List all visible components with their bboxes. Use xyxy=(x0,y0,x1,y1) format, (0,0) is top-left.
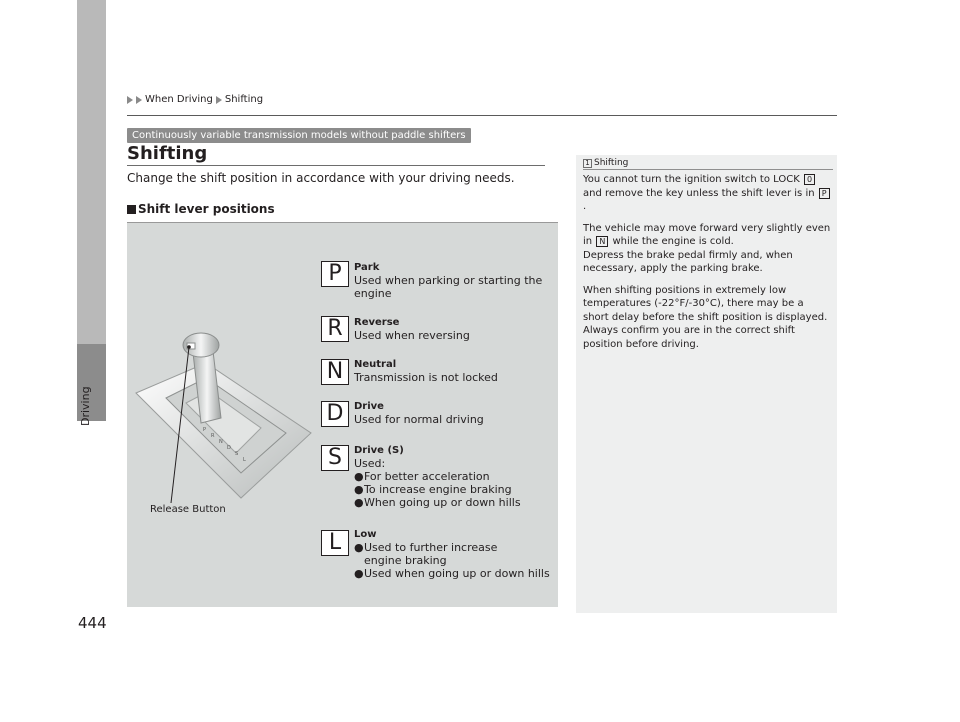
bullet-text: When going up or down hills xyxy=(364,496,521,509)
section-heading xyxy=(127,202,275,216)
bullet-text: To increase engine braking xyxy=(364,483,512,496)
note-paragraph: When shifting positions in extremely low temperatures (-22°F/-30°C), there may be a short delay before the shift position is displayed. Always confirm you are in the correct shift position before driving. xyxy=(583,284,828,350)
chapter-tab-top xyxy=(77,0,106,344)
breadcrumb-arrow-icon xyxy=(216,96,222,104)
bullet-dot-icon: ● xyxy=(354,496,364,509)
note-divider xyxy=(583,169,833,170)
bullet-text: For better acceleration xyxy=(364,470,490,483)
position-line: Used: xyxy=(354,457,386,470)
note-heading xyxy=(583,158,628,168)
note-text: and remove the key unless the shift lever is in xyxy=(583,187,815,199)
bullet-dot-icon: ● xyxy=(354,470,364,483)
position-letter: P xyxy=(321,261,349,287)
svg-text:L: L xyxy=(243,457,246,463)
position-line: Used when parking or starting the xyxy=(354,274,543,287)
position-desc xyxy=(354,528,554,580)
position-desc xyxy=(354,316,470,342)
key-symbol: P xyxy=(819,188,830,199)
note-marker-icon: 1 xyxy=(583,159,592,168)
position-name: Reverse xyxy=(354,317,400,328)
position-name: Park xyxy=(354,262,380,273)
position-desc xyxy=(354,400,484,426)
svg-text:N: N xyxy=(219,439,223,445)
position-letter: D xyxy=(321,401,349,427)
position-desc xyxy=(354,261,542,300)
bullet-text: Used when going up or down hills xyxy=(364,567,550,580)
page-number: 444 xyxy=(78,614,107,632)
position-name: Neutral xyxy=(354,359,397,370)
bullet-item xyxy=(354,470,521,483)
bullet-dot-icon: ● xyxy=(354,567,364,580)
bullet-text: Used to further increase engine braking xyxy=(364,541,498,567)
svg-text:D: D xyxy=(227,445,231,451)
svg-text:R: R xyxy=(211,433,215,439)
key-symbol: N xyxy=(596,236,608,247)
note-heading-text: Shifting xyxy=(594,158,629,168)
position-line: Used for normal driving xyxy=(354,413,484,426)
bullet-item xyxy=(354,496,521,509)
breadcrumb xyxy=(127,94,263,105)
release-button-label: Release Button xyxy=(150,504,226,515)
bullet-dot-icon: ● xyxy=(354,483,364,496)
model-badge: Continuously variable transmission models without paddle shifters xyxy=(127,128,471,143)
position-letter: S xyxy=(321,445,349,471)
bullet-item xyxy=(354,483,521,496)
section-heading-text: Shift lever positions xyxy=(138,202,275,216)
svg-text:S: S xyxy=(235,451,239,457)
position-desc xyxy=(354,444,521,509)
breadcrumb-arrow-icon xyxy=(136,96,142,104)
note-paragraph: You cannot turn the ignition switch to LOCK 0 and remove the key unless the shift lever is in P. xyxy=(583,173,832,214)
bullet-item xyxy=(354,567,554,580)
position-line: engine xyxy=(354,287,392,300)
note-text: You cannot turn the ignition switch to LOCK xyxy=(583,174,800,185)
square-bullet-icon xyxy=(127,205,136,214)
chapter-label: Driving xyxy=(79,386,92,426)
intro-text: Change the shift position in accordance with your driving needs. xyxy=(127,171,515,185)
note-paragraph xyxy=(583,222,832,249)
svg-text:P: P xyxy=(203,427,207,433)
position-name: Drive xyxy=(354,401,384,412)
bullet-item xyxy=(354,541,554,567)
position-desc xyxy=(354,358,498,384)
breadcrumb-arrow-icon xyxy=(127,96,133,104)
note-body xyxy=(583,173,832,359)
note-text: The vehicle may move forward very slightly even in xyxy=(583,222,831,247)
position-letter: R xyxy=(321,316,349,342)
position-letter: N xyxy=(321,359,349,385)
shift-lever-figure xyxy=(127,222,558,607)
breadcrumb-page[interactable]: Shifting xyxy=(224,94,264,105)
bullet-dot-icon: ● xyxy=(354,541,364,554)
key-symbol: 0 xyxy=(804,174,815,185)
position-line: Transmission is not locked xyxy=(354,371,498,384)
title-divider xyxy=(127,165,545,166)
breadcrumb-section[interactable]: When Driving xyxy=(145,94,213,105)
shift-lever-illustration xyxy=(131,323,331,523)
position-name: Low xyxy=(354,529,377,540)
header-divider xyxy=(127,115,837,116)
position-name: Drive (S) xyxy=(354,445,404,456)
note-paragraph: Depress the brake pedal firmly and, when necessary, apply the parking brake. xyxy=(583,249,793,274)
position-line: Used when reversing xyxy=(354,329,470,342)
position-letter: L xyxy=(321,530,349,556)
page-title: Shifting xyxy=(127,143,208,164)
note-text: while the engine is cold. xyxy=(612,236,734,247)
